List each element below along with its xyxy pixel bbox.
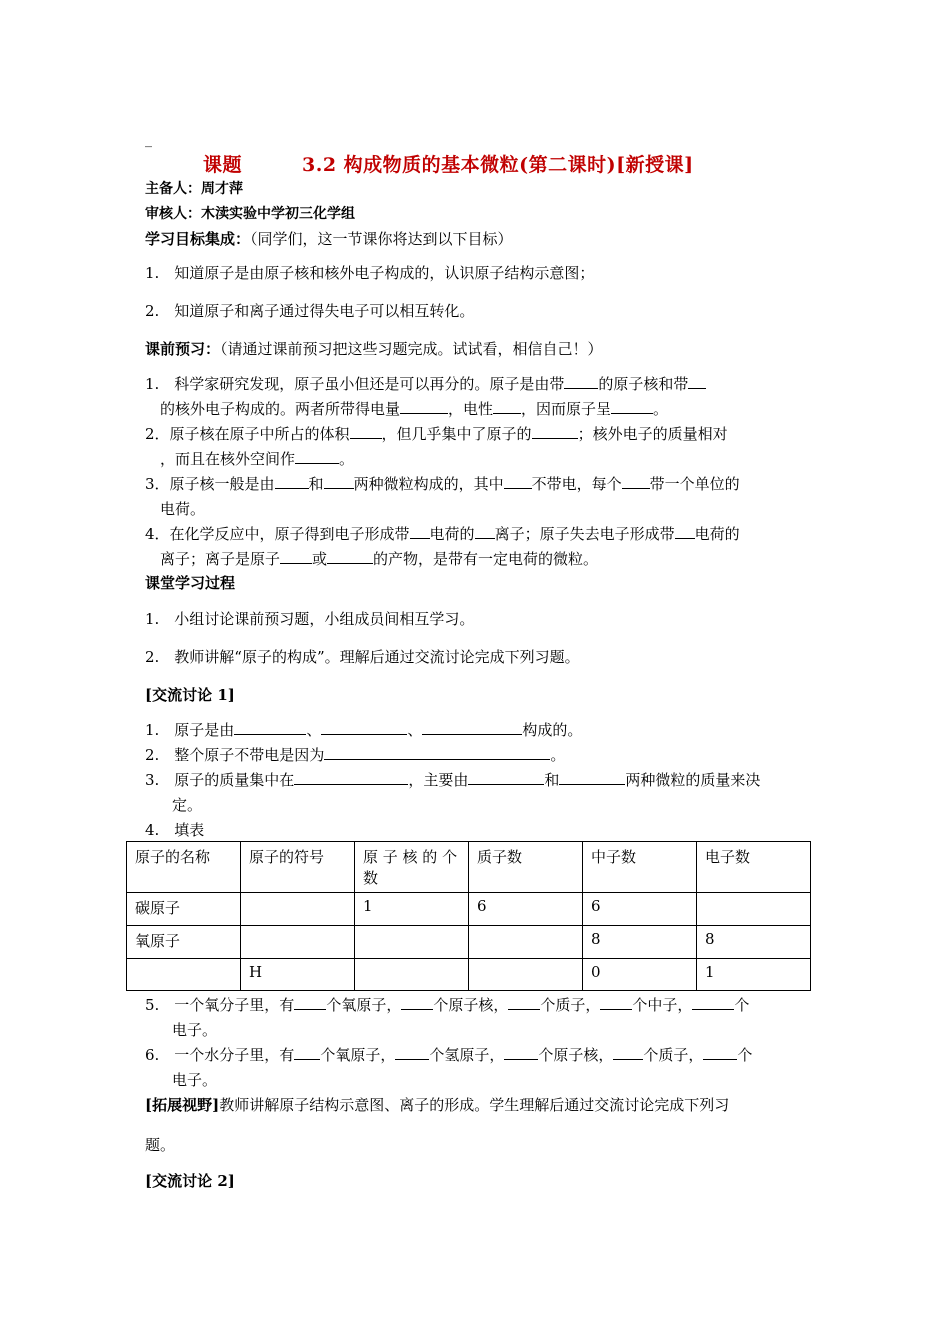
blank[interactable] xyxy=(532,424,578,439)
table-cell[interactable]: 碳原子 xyxy=(127,893,241,926)
discussion1-heading: [交流讨论 1] xyxy=(145,686,235,704)
preview-q2-line1: 2．原子核在原子中所占的体积 ，但几乎集中了原子的 ；核外电子的质量相对 xyxy=(145,425,728,443)
classroom-item-2: 2. 教师讲解“原子的构成”。理解后通过交流讨论完成下列习题。 xyxy=(145,648,580,666)
blank[interactable] xyxy=(295,449,339,464)
discussion2-heading: [交流讨论 2] xyxy=(145,1172,235,1190)
header-dash: _ xyxy=(145,132,152,148)
preview-q1-line2: 的核外电子构成的。两者所带得电量 ，电性 ，因而原子呈 。 xyxy=(160,400,669,418)
table-cell[interactable]: H xyxy=(241,959,355,991)
blank[interactable] xyxy=(493,399,521,414)
page-title: 3.2 构成物质的基本微粒(第二课时)[新授课] xyxy=(302,154,694,176)
goals-note: （同学们，这一节课你将达到以下目标） xyxy=(250,230,513,248)
preview-q3-line1: 3．原子核一般是由 和 两种微粒构成的，其中 不带电，每个 带一个单位的 xyxy=(145,475,740,493)
blank[interactable] xyxy=(350,424,382,439)
table-header-row xyxy=(127,842,811,893)
table-row xyxy=(127,926,811,959)
table-cell[interactable] xyxy=(469,926,583,959)
table-row xyxy=(127,959,811,991)
table-cell[interactable] xyxy=(241,893,355,926)
blank[interactable] xyxy=(559,770,625,785)
blank[interactable] xyxy=(324,474,354,489)
preview-line xyxy=(145,338,603,359)
expand-line xyxy=(145,1094,729,1115)
expand-heading: [拓展视野] xyxy=(145,1096,220,1114)
blank[interactable] xyxy=(234,720,306,735)
blank[interactable] xyxy=(703,1045,737,1060)
table-header-cell: 电子数 xyxy=(697,842,811,893)
table-cell[interactable] xyxy=(697,893,811,926)
goals-line xyxy=(145,228,513,249)
goal-item-1: 1. 知道原子是由原子核和核外电子构成的，认识原子结构示意图； xyxy=(145,264,595,282)
table-cell[interactable]: 1 xyxy=(355,893,469,926)
preview-q2-line2: ，而且在核外空间作 。 xyxy=(160,450,355,468)
table-cell[interactable] xyxy=(469,959,583,991)
blank[interactable] xyxy=(410,524,430,539)
blank[interactable] xyxy=(508,995,540,1010)
preview-q4-line1: 4．在化学反应中，原子得到电子形成带 电荷的 离子；原子失去电子形成带 电荷的 xyxy=(145,525,740,543)
blank[interactable] xyxy=(613,1045,643,1060)
classroom-heading: 课堂学习过程 xyxy=(145,574,236,592)
blank[interactable] xyxy=(401,995,433,1010)
table-cell[interactable] xyxy=(355,959,469,991)
d2-line: 2. 整个原子不带电是因为 。 xyxy=(145,746,566,764)
d3-line1: 3. 原子的质量集中在 ，主要由 和 两种微粒的质量来决 xyxy=(145,771,761,789)
table-cell[interactable]: 0 xyxy=(583,959,697,991)
table-header-cell: 原子的符号 xyxy=(241,842,355,893)
expand-text: 教师讲解原子结构示意图、离子的形成。学生理解后通过交流讨论完成下列习 xyxy=(219,1096,730,1114)
preview-q3-line2: 电荷。 xyxy=(160,500,206,518)
d6-line2: 电子。 xyxy=(172,1071,218,1089)
table-cell[interactable]: 8 xyxy=(583,926,697,959)
d5-line1: 5. 一个氧分子里，有 个氧原子， 个原子核， 个质子， 个中子， 个 xyxy=(145,996,750,1014)
expand-text-wrap: 题。 xyxy=(145,1136,176,1154)
table-cell[interactable]: 6 xyxy=(469,893,583,926)
table-header-cell: 原 子 核 的 个 数 xyxy=(355,842,469,893)
preview-note: （请通过课前预习把这些习题完成。试试看，相信自己！） xyxy=(220,340,603,358)
blank[interactable] xyxy=(294,995,326,1010)
blank[interactable] xyxy=(692,995,734,1010)
blank[interactable] xyxy=(327,549,373,564)
blank[interactable] xyxy=(504,474,532,489)
blank[interactable] xyxy=(600,995,632,1010)
blank[interactable] xyxy=(564,374,598,389)
goal-item-2: 2. 知道原子和离子通过得失电子可以相互转化。 xyxy=(145,302,475,320)
blank[interactable] xyxy=(294,1045,320,1060)
atom-table xyxy=(126,841,811,991)
table-cell[interactable] xyxy=(127,959,241,991)
blank[interactable] xyxy=(675,524,695,539)
classroom-item-1: 1. 小组讨论课前预习题，小组成员间相互学习。 xyxy=(145,610,475,628)
blank[interactable] xyxy=(324,745,550,760)
table-header-cell: 质子数 xyxy=(469,842,583,893)
blank[interactable] xyxy=(395,1045,429,1060)
d4-line: 4. 填表 xyxy=(145,821,205,839)
blank[interactable] xyxy=(400,399,448,414)
d6-line1: 6. 一个水分子里，有 个氧原子， 个氢原子， 个原子核， 个质子， 个 xyxy=(145,1046,753,1064)
blank[interactable] xyxy=(275,474,309,489)
preview-heading: 课前预习： xyxy=(145,340,221,358)
title-prefix: 课题 xyxy=(203,154,243,176)
d1-line: 1. 原子是由 、 、 构成的。 xyxy=(145,721,583,739)
blank[interactable] xyxy=(294,770,408,785)
blank[interactable] xyxy=(688,374,706,389)
table-cell[interactable]: 氧原子 xyxy=(127,926,241,959)
table-cell[interactable] xyxy=(241,926,355,959)
blank[interactable] xyxy=(504,1045,538,1060)
table-header-cell: 中子数 xyxy=(583,842,697,893)
d3-line2: 定。 xyxy=(172,796,203,814)
d5-line2: 电子。 xyxy=(172,1021,218,1039)
table-cell[interactable]: 6 xyxy=(583,893,697,926)
blank[interactable] xyxy=(422,720,522,735)
table-header-cell: 原子的名称 xyxy=(127,842,241,893)
blank[interactable] xyxy=(622,474,650,489)
author-line: 主备人：周才萍 xyxy=(145,181,243,197)
blank[interactable] xyxy=(280,549,312,564)
blank[interactable] xyxy=(475,524,495,539)
preview-q4-line2: 离子；离子是原子 或 的产物，是带有一定电荷的微粒。 xyxy=(160,550,599,568)
table-row xyxy=(127,893,811,926)
blank[interactable] xyxy=(611,399,653,414)
blank[interactable] xyxy=(321,720,407,735)
goals-heading: 学习目标集成： xyxy=(145,230,251,248)
blank[interactable] xyxy=(468,770,544,785)
table-cell[interactable]: 1 xyxy=(697,959,811,991)
table-cell[interactable]: 8 xyxy=(697,926,811,959)
reviewer-line: 审核人：木渎实验中学初三化学组 xyxy=(145,206,355,222)
table-cell[interactable] xyxy=(355,926,469,959)
preview-q1-line1: 1. 科学家研究发现，原子虽小但还是可以再分的。原子是由带 的原子核和带 xyxy=(145,373,706,394)
